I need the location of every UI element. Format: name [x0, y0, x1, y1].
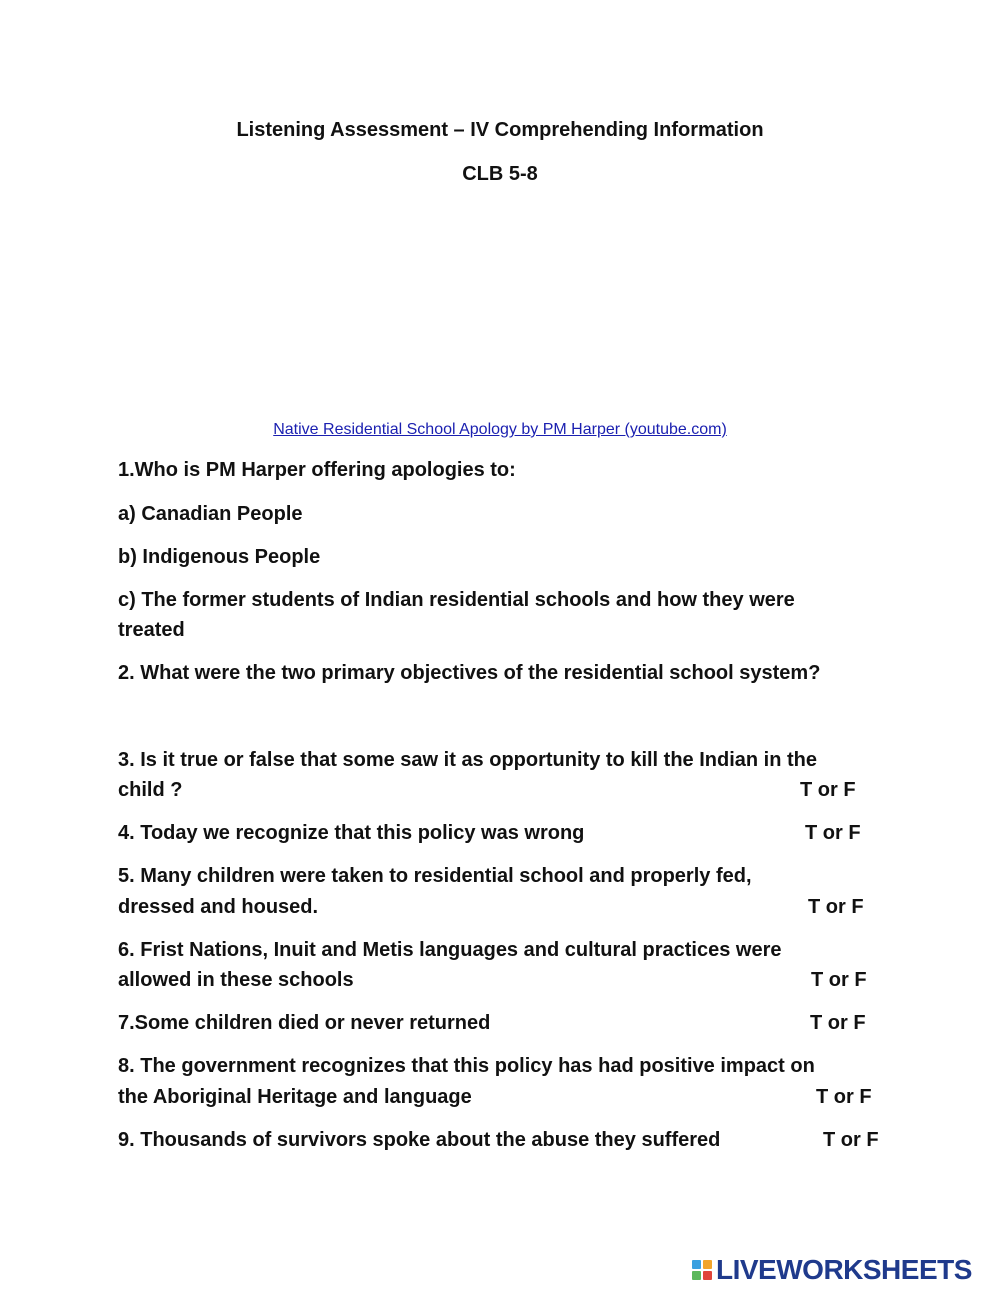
logo-text: LIVEWORKSHEETS — [716, 1254, 972, 1285]
question-6-true-false: T or F — [811, 969, 867, 991]
question-9: 9. Thousands of survivors spoke about the abuse they suffered — [118, 1129, 721, 1151]
question-1: 1.Who is PM Harper offering apologies to: — [118, 459, 516, 481]
question-9-true-false: T or F — [823, 1129, 879, 1151]
logo-block — [692, 1260, 701, 1269]
video-link[interactable]: Native Residential School Apology by PM Harper (youtube.com) — [273, 421, 727, 438]
option-1a: a) Canadian People — [118, 503, 303, 525]
logo-block — [692, 1271, 701, 1280]
level-subtitle: CLB 5-8 — [462, 163, 538, 185]
question-5-line1: 5. Many children were taken to residential school and properly fed, — [118, 865, 752, 887]
question-8-line2: the Aboriginal Heritage and language — [118, 1086, 472, 1108]
logo-blocks-icon — [692, 1260, 712, 1280]
question-5-true-false: T or F — [808, 896, 864, 918]
question-6-line1: 6. Frist Nations, Inuit and Metis languages and cultural practices were — [118, 939, 782, 961]
logo-block — [703, 1271, 712, 1280]
question-7: 7.Some children died or never returned — [118, 1012, 491, 1034]
question-2: 2. What were the two primary objectives of the residential school system? — [118, 662, 821, 684]
question-4-true-false: T or F — [805, 822, 861, 844]
question-3-line1: 3. Is it true or false that some saw it as opportunity to kill the Indian in the — [118, 749, 817, 771]
question-7-true-false: T or F — [810, 1012, 866, 1034]
question-5-line2: dressed and housed. — [118, 896, 319, 918]
question-3-true-false: T or F — [800, 779, 856, 801]
question-8-line1: 8. The government recognizes that this policy has had positive impact on — [118, 1055, 815, 1077]
option-1c-line2: treated — [118, 619, 185, 641]
question-8-true-false: T or F — [816, 1086, 872, 1108]
question-4: 4. Today we recognize that this policy was wrong — [118, 822, 585, 844]
video-link-row — [0, 421, 1000, 439]
question-3-line2: child ? — [118, 779, 183, 801]
option-1c-line1: c) The former students of Indian residential schools and how they were — [118, 589, 795, 611]
option-1b: b) Indigenous People — [118, 546, 321, 568]
question-6-line2: allowed in these schools — [118, 969, 354, 991]
liveworksheets-logo — [692, 1255, 972, 1285]
document-title: Listening Assessment – IV Comprehending Information — [236, 119, 764, 141]
logo-block — [703, 1260, 712, 1269]
